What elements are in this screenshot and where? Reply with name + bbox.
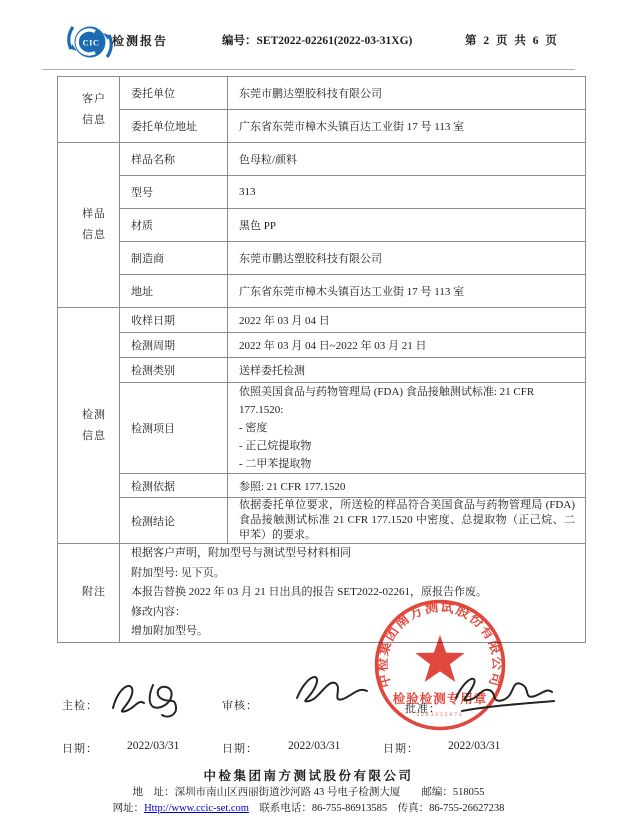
table-row xyxy=(58,333,586,358)
test-item-line: 依照美国食品与药物管理局 (FDA) 食品接触测试标准: 21 CFR xyxy=(239,386,535,398)
cic-logo-icon xyxy=(64,17,116,67)
table-row xyxy=(58,209,586,242)
table-row xyxy=(58,308,586,333)
footer-company-name: 中检集团南方测试股份有限公司 xyxy=(203,769,414,783)
page-indicator: 第 2 页 共 6 页 xyxy=(465,35,559,47)
row-key: 收样日期 xyxy=(120,308,228,333)
signature-inspector xyxy=(105,674,190,722)
footer xyxy=(0,768,617,817)
section-label-sample xyxy=(58,143,120,308)
row-value: 送样委托检测 xyxy=(228,358,586,383)
row-value: 黑色 PP xyxy=(228,209,586,242)
table-row xyxy=(58,358,586,383)
table-row xyxy=(58,242,586,275)
footer-contact-line xyxy=(0,801,617,817)
role-label-inspector: 主检： xyxy=(62,700,98,712)
conclusion-text: 依据委托单位要求，所送检的样品符合美国食品与药物管理局 (FDA) 食品接触测试标准 21 CFR 177.1520 中密度、总提取物（正己烷、二甲苯）的要求。 xyxy=(239,499,575,541)
row-value: 东莞市鹏达塑胶科技有限公司 xyxy=(228,77,586,110)
date-value: 2022/03/31 xyxy=(288,740,341,752)
table-row xyxy=(58,383,586,474)
row-value: 色母粒/颜料 xyxy=(228,143,586,176)
report-title: 检测报告 xyxy=(112,34,169,48)
date-label: 日期： xyxy=(222,743,258,755)
row-key: 制造商 xyxy=(120,242,228,275)
table-row xyxy=(58,498,586,544)
row-key: 检测类别 xyxy=(120,358,228,383)
row-value: 东莞市鹏达塑胶科技有限公司 xyxy=(228,242,586,275)
date-value: 2022/03/31 xyxy=(127,740,180,752)
note-line: 修改内容： xyxy=(131,605,186,618)
row-value: 2022 年 03 月 04 日~2022 年 03 月 21 日 xyxy=(228,333,586,358)
section-label-line: 检测 xyxy=(82,408,106,421)
report-info-table xyxy=(57,76,586,643)
row-key: 检测周期 xyxy=(120,333,228,358)
section-label-customer xyxy=(58,77,120,143)
row-value-paragraph xyxy=(228,498,586,544)
row-key: 地址 xyxy=(120,275,228,308)
role-label-reviewer: 审核： xyxy=(222,700,258,712)
table-row xyxy=(58,176,586,209)
note-line: 附加型号: 见下页。 xyxy=(131,566,225,579)
row-key: 委托单位 xyxy=(120,77,228,110)
role-label-approver: 批准： xyxy=(405,703,441,715)
table-row xyxy=(58,77,586,110)
section-label-test xyxy=(58,308,120,544)
footer-website-link[interactable]: Http://www.ccic-set.com xyxy=(144,803,249,814)
row-key: 检测依据 xyxy=(120,474,228,498)
stamp-company-arc-text: 中检集团南方测试股份有限公司 xyxy=(374,599,506,690)
row-key: 材质 xyxy=(120,209,228,242)
date-label: 日期： xyxy=(383,743,419,755)
row-value: 313 xyxy=(228,176,586,209)
report-number: 编号：SET2022-02261(2022-03-31XG) xyxy=(222,35,413,47)
stamp-serial: 5203252072 xyxy=(416,712,464,718)
test-item-line: - 密度 xyxy=(239,422,268,434)
row-key: 检测结论 xyxy=(120,498,228,544)
section-label-line: 信息 xyxy=(82,113,106,126)
signature-approver xyxy=(450,668,560,723)
note-line: 根据客户声明，附加型号与测试型号材料相同 xyxy=(131,547,351,559)
signature-reviewer xyxy=(283,668,378,718)
stamp-banner-text: 检验检测专用章 xyxy=(392,692,488,706)
note-line: 增加附加型号。 xyxy=(131,625,208,637)
row-key: 型号 xyxy=(120,176,228,209)
test-item-line: - 正己烷提取物 xyxy=(239,440,312,452)
table-row xyxy=(58,474,586,498)
section-label-line: 信息 xyxy=(82,229,106,241)
row-value: 2022 年 03 月 04 日 xyxy=(228,308,586,333)
row-value-multiline xyxy=(228,383,586,474)
note-content xyxy=(120,544,586,643)
note-line: 本报告替换 2022 年 03 月 21 日出具的报告 SET2022-02261，原报告作废。 xyxy=(131,586,487,598)
row-key: 样品名称 xyxy=(120,143,228,176)
cic-logo-text: CIC xyxy=(82,37,100,48)
test-item-line: - 二甲苯提取物 xyxy=(239,458,312,470)
test-item-line: 177.1520: xyxy=(239,404,284,416)
table-row xyxy=(58,110,586,143)
table-row xyxy=(58,143,586,176)
footer-address-line: 地 址：深圳市南山区西丽街道沙河路 43 号电子检测大厦 邮编：518055 xyxy=(132,787,485,798)
row-value: 广东省东莞市樟木头镇百达工业街 17 号 113 室 xyxy=(228,110,586,143)
footer-phone-fax: 联系电话：86-755-86913585 传真：86-755-26627238 xyxy=(248,803,505,814)
row-value: 广东省东莞市樟木头镇百达工业街 17 号 113 室 xyxy=(228,275,586,308)
table-row xyxy=(58,275,586,308)
section-label-line: 客户 xyxy=(82,92,106,105)
row-key: 检测项目 xyxy=(120,383,228,474)
row-key: 委托单位地址 xyxy=(120,110,228,143)
header-divider xyxy=(42,69,575,70)
date-value: 2022/03/31 xyxy=(448,740,501,752)
footer-site-label: 网址： xyxy=(112,803,145,814)
section-label-line: 信息 xyxy=(82,429,106,442)
section-label-note: 附注 xyxy=(58,544,120,643)
date-label: 日期： xyxy=(62,743,98,755)
row-value: 参照: 21 CFR 177.1520 xyxy=(228,474,586,498)
section-label-line: 样品 xyxy=(82,208,106,220)
